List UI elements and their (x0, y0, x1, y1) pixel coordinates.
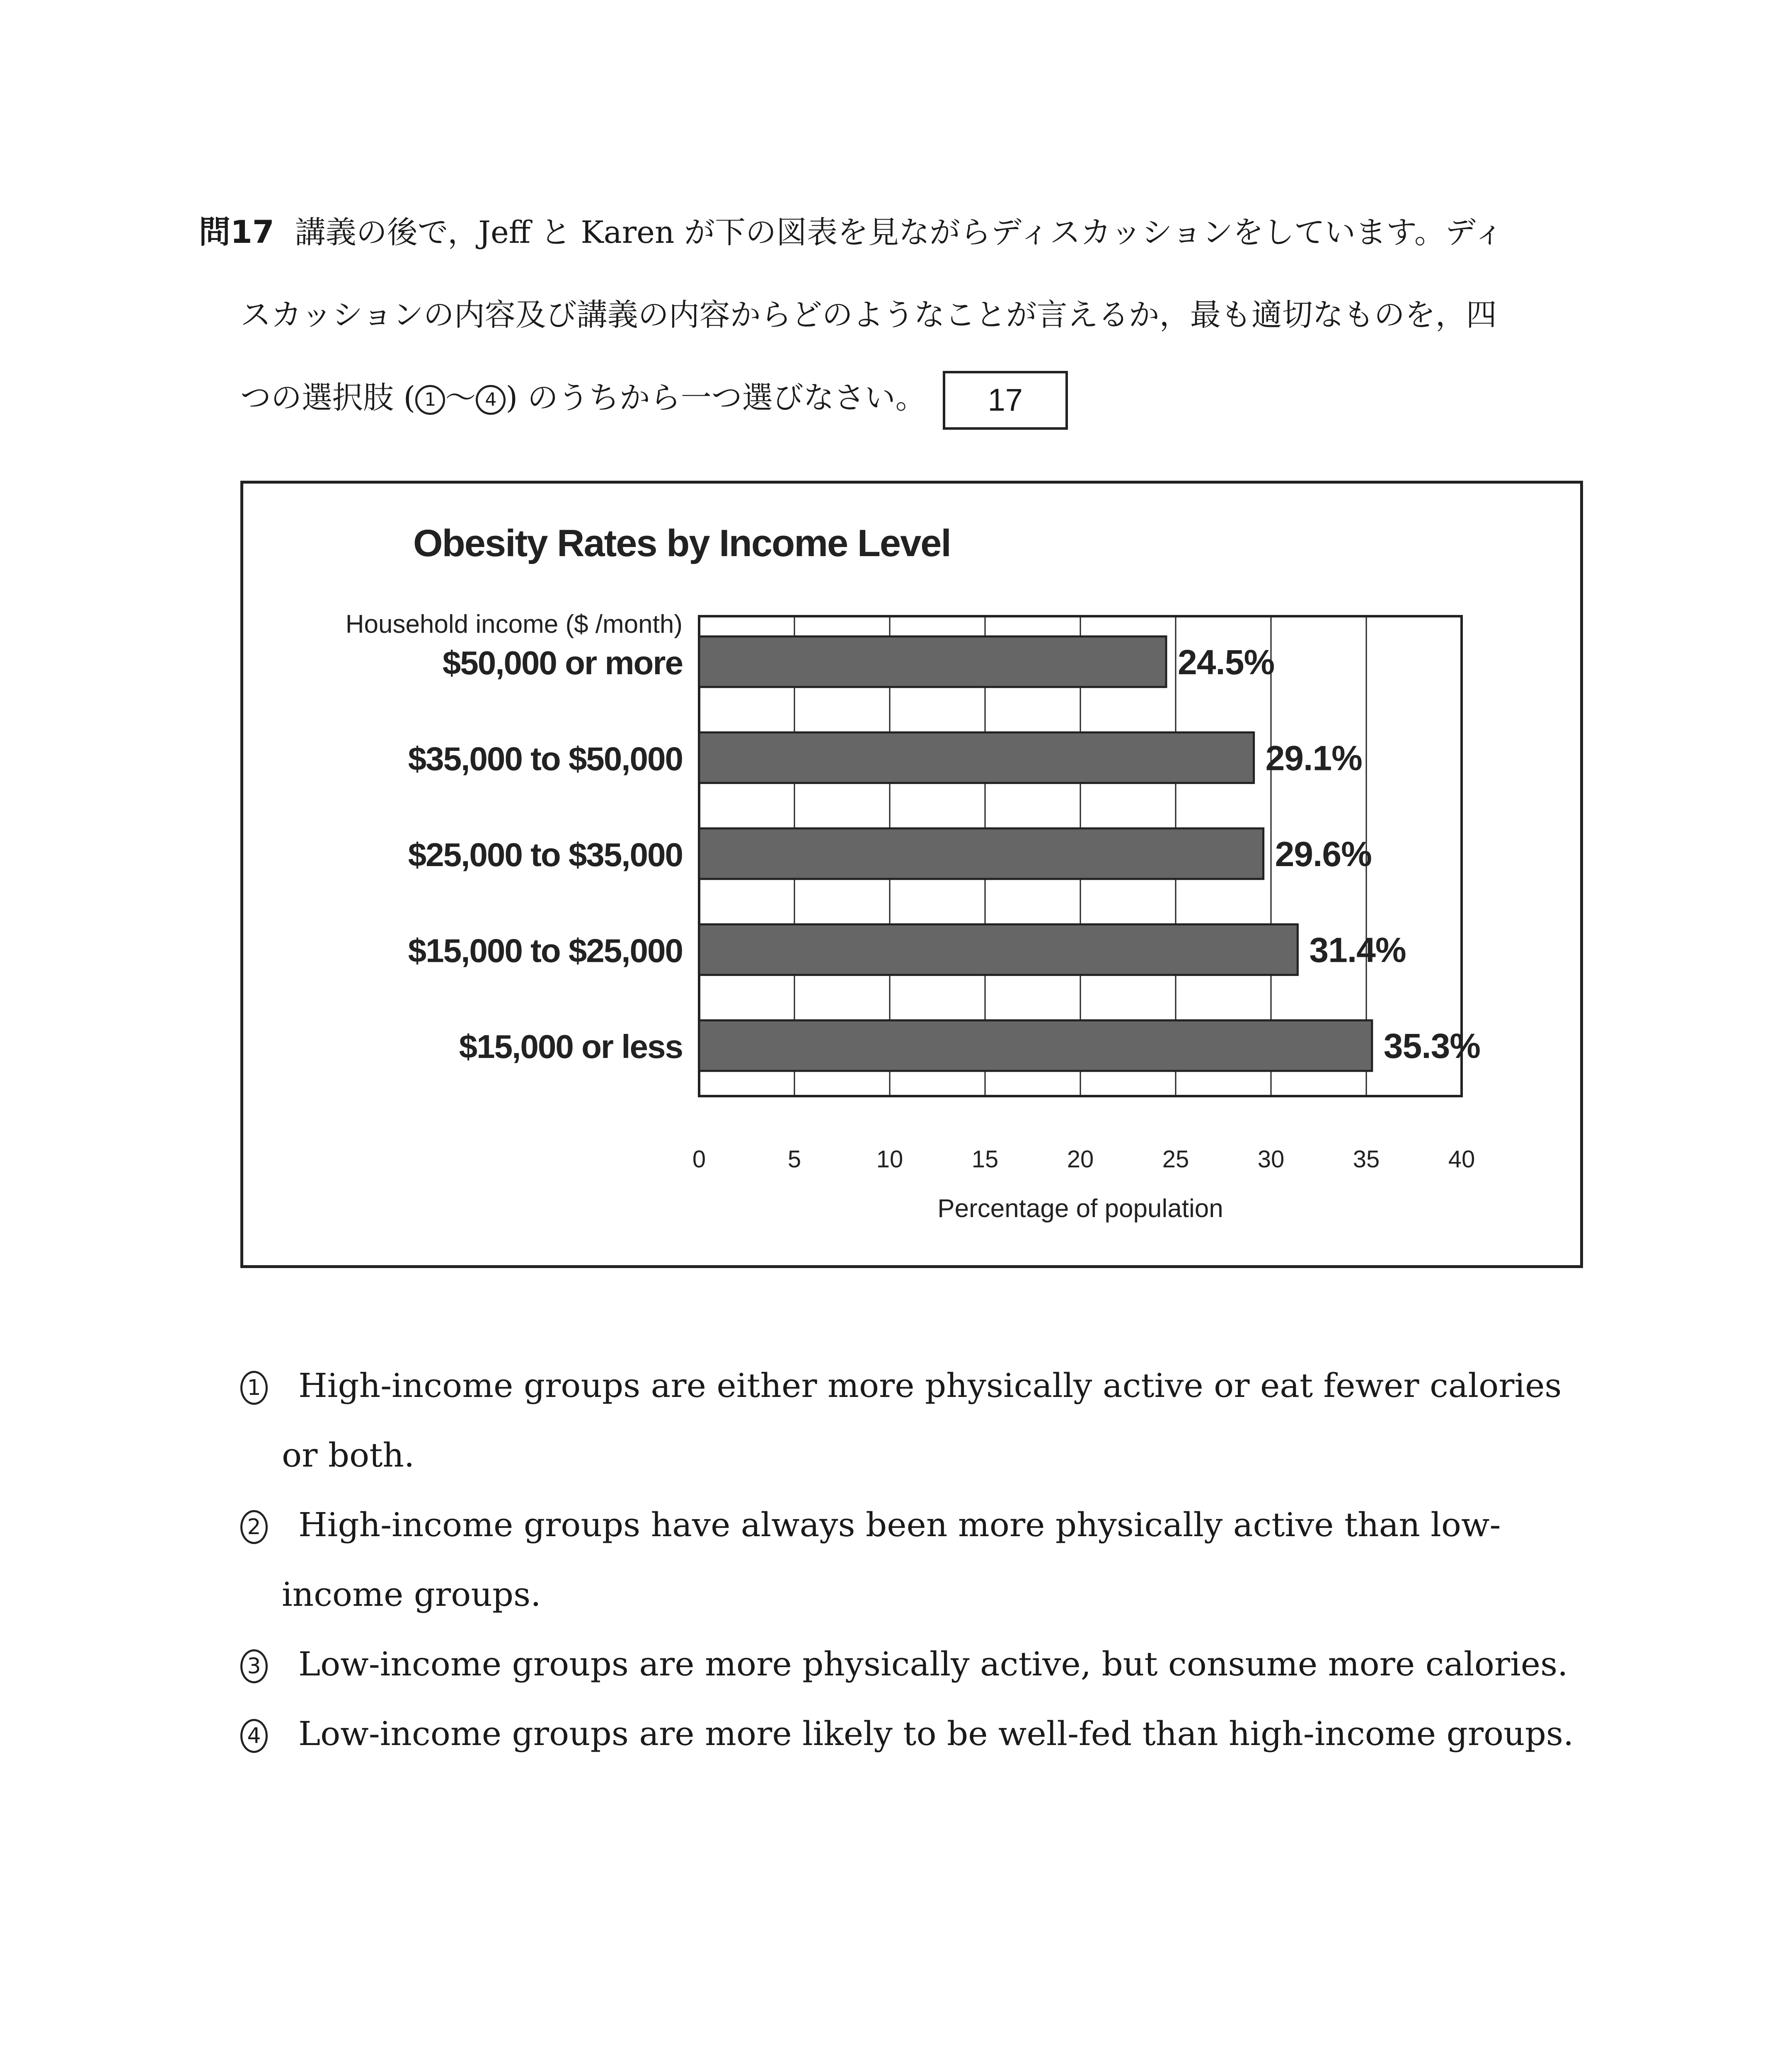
y-axis-label: Household income ($ /month) (345, 610, 683, 639)
option-1[interactable] (240, 1351, 1583, 1490)
option-2-line-1: High-income groups have always been more physically active than low- (298, 1506, 1501, 1544)
range-start-circle: 1 (415, 385, 445, 415)
option-3[interactable] (240, 1629, 1583, 1699)
bar (699, 637, 1166, 687)
chart-frame (240, 481, 1583, 1268)
x-axis-label: Percentage of population (937, 1194, 1223, 1223)
answer-number-box[interactable]: 17 (943, 371, 1068, 430)
question-text-3b: ) のうちから一つ選びなさい。 (506, 380, 926, 416)
x-tick-label: 35 (1353, 1146, 1380, 1173)
category-label: $15,000 or less (459, 1028, 683, 1065)
bar (699, 1020, 1372, 1071)
option-4[interactable] (240, 1699, 1583, 1769)
option-4-line-1: Low-income groups are more likely to be well-fed than high-income groups. (298, 1714, 1574, 1753)
x-tick-label: 20 (1067, 1146, 1094, 1173)
option-1-line-1: High-income groups are either more physically active or eat fewer calories (298, 1366, 1562, 1405)
question-text-3a: つの選択肢 ( (240, 380, 416, 416)
bar (699, 828, 1264, 879)
question-block (199, 191, 1608, 439)
x-tick-label: 0 (692, 1146, 706, 1173)
x-tick-label: 5 (787, 1146, 801, 1173)
option-2[interactable] (240, 1490, 1583, 1629)
bar-value-label: 35.3% (1383, 1026, 1480, 1066)
bar-value-label: 31.4% (1309, 930, 1406, 970)
question-line-3 (199, 356, 1608, 439)
bar (699, 925, 1298, 975)
x-tick-label: 10 (876, 1146, 903, 1173)
bar-value-label: 24.5% (1178, 642, 1275, 682)
range-separator: 〜 (445, 380, 476, 416)
option-3-line-1: Low-income groups are more physically active, but consume more calories. (298, 1645, 1568, 1683)
range-end-circle: 4 (476, 385, 506, 415)
question-text-2: スカッションの内容及び講義の内容からどのようなことが言えるか，最も適切なものを，四 (240, 297, 1497, 333)
category-label: $50,000 or more (442, 644, 683, 681)
bar-value-label: 29.1% (1265, 738, 1362, 778)
question-text-1: 講義の後で，Jeff と Karen が下の図表を見ながらディスカッションをしています。ディ (295, 215, 1504, 250)
chart-title: Obesity Rates by Income Level (413, 522, 951, 564)
x-tick-label: 25 (1162, 1146, 1189, 1173)
answer-options (240, 1351, 1583, 1769)
obesity-bar-chart (243, 484, 1580, 1265)
option-2-line-2: income groups. (282, 1575, 541, 1614)
x-tick-label: 15 (971, 1146, 999, 1173)
option-number-3: 3 (240, 1649, 268, 1683)
option-1-line-2: or both. (282, 1436, 415, 1474)
category-label: $25,000 to $35,000 (408, 836, 683, 873)
question-line-1 (199, 191, 1608, 274)
bar (699, 732, 1254, 783)
bar-value-label: 29.6% (1275, 835, 1372, 874)
x-tick-label: 30 (1257, 1146, 1285, 1173)
category-label: $35,000 to $50,000 (408, 740, 683, 777)
category-label: $15,000 to $25,000 (408, 932, 683, 969)
option-number-2: 2 (240, 1510, 268, 1544)
question-label: 問17 (199, 213, 274, 250)
option-number-4: 4 (240, 1719, 268, 1753)
option-number-1: 1 (240, 1371, 268, 1405)
x-tick-label: 40 (1448, 1146, 1475, 1173)
question-line-2 (199, 274, 1608, 356)
